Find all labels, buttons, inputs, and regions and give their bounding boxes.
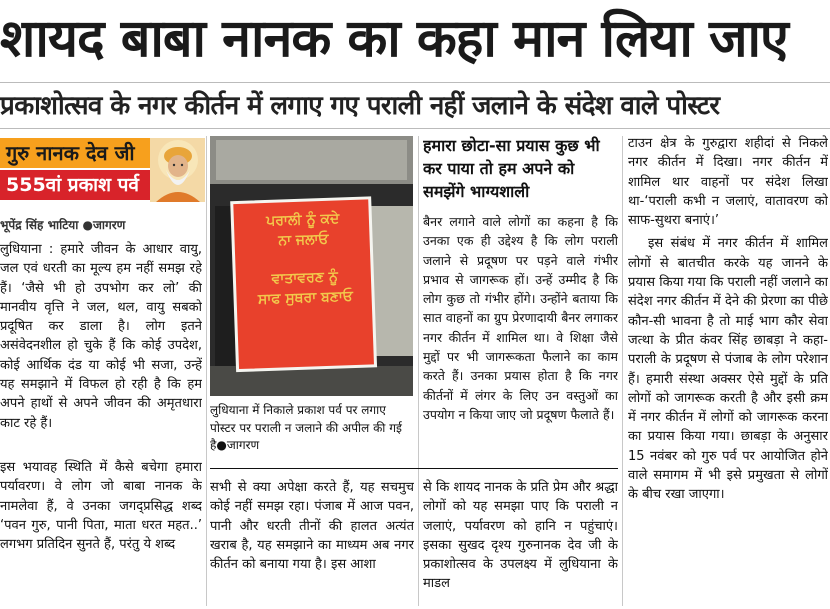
- poster-line-1: ਪਰਾਲੀ ਨੂੰ ਕਦੇ: [265, 210, 340, 230]
- column-4-para-2: इस संबंध में नगर कीर्तन में शामिल लोगों से बातचीत करके यह जानने के प्रयास किया गया कि पराली नहीं जलाने का संदेश नगर कीर्तन में देने की प्रेरणा का पीछे कौन-सी भावना है तो माई भाग कौर सेवा जत्था के प्रीत कंवर सिंह छाबड़ा ने कहा-पराली के प्रदूषण से पंजाब के लोग परेशान हैं। हमारी संस्था अक्सर ऐसे मुद्दों के प्रति लोगों को जागरूक करती है और इसी क्रम में नगर कीर्तन में लोगों को जागरूक करना का प्रयास किया गया। छाबड़ा के अनुसार 15 नवंबर को गुरु पर्व पर आयोजित होने वाले समागम में भी इसे प्रमुखता से लोगों के बीच रखा जाएगा।: [628, 236, 828, 503]
- photo-caption: लुधियाना में निकाले प्रकाश पर्व पर लगाए पोस्टर पर पराली न जलाने की अपील की गई है●जागरण: [210, 403, 402, 452]
- column-3-upper: [423, 212, 618, 462]
- column-3-lower: [423, 478, 618, 606]
- poster-text: [237, 208, 372, 362]
- section-heading: हमारा छोटा-सा प्रयास कुछ भी कर पाया तो हम अपने को समझेंगे भाग्यशाली: [423, 136, 600, 201]
- column-3-lower-text: से कि शायद नानक के प्रति प्रेम और श्रद्धा लोगों को यह समझा पाए कि पराली न जलाएं, पर्यावरण को हानि न पहुंचाएं। इसका सुखद दृश्य गुरुनानक देव जी के प्रकाशोत्सव के उपलक्ष्य में लुधियाना के माडल: [423, 480, 618, 592]
- poster-line-2: ਨਾ ਜਲਾਓ: [278, 231, 329, 249]
- poster-line-4: ਸਾਫ ਸੁਥਰਾ ਬਣਾਓ: [257, 288, 354, 308]
- guru-nanak-portrait: [150, 138, 205, 202]
- column-3-upper-text: बैनर लगाने वाले लोगों का कहना है कि उनका एक ही उद्देश्य है कि लोग पराली जलाने से प्रदूषण पर पड़ने वाले गंभीर प्रभाव से जागरूक हों। उन्हें उम्मीद है कि लोग कुछ तो गंभीर होंगे। उन्होंने बताया कि सात वाहनों का ग्रुप प्रेरणादायी बैनर लगाकर नगर कीर्तन में शामिल था। वे शिक्षा जैसे मुद्दों पर भी जागरूकता फैलाने का काम करते हैं। उनका प्रयास होता है कि नगर कीर्तनों में लंगर के लिए उन वस्तुओं का उपयोग न किया जाए जो प्रदूषण फैलाते हैं।: [423, 214, 618, 422]
- guru-portrait-icon: [150, 138, 205, 202]
- column-1-upper: [0, 240, 202, 454]
- festival-badge: [0, 138, 205, 202]
- column-4-para-1: टाउन क्षेत्र के गुरुद्वारा शहीदां से निकले नगर कीर्तन में दिखा। नगर कीर्तन में शामिल थार वाहनों पर संदेश लिखा था-‘पराली कभी न जलाएं, वातावरण को साफ-सुथरा बनाएं।’: [628, 136, 828, 229]
- news-photo: [210, 136, 413, 396]
- headline: शायद बाबा नानक का कहा मान लिया जाए: [0, 9, 788, 69]
- column-2-lower: [210, 478, 414, 606]
- byline: भूपेंद्र सिंह भाटिया ●जागरण: [0, 218, 126, 232]
- column-divider-2: [418, 136, 419, 606]
- column-1-lower: [0, 458, 202, 606]
- column-divider-1: [206, 136, 207, 606]
- rule-under-headline: [0, 82, 830, 83]
- badge-subtitle: 555वां प्रकाश पर्व: [0, 170, 150, 200]
- poster-line-3: ਵਾਤਾਵਰਣ ਨੂੰ: [271, 268, 339, 288]
- column-4: [628, 134, 828, 606]
- section-rule: [210, 468, 618, 469]
- column-divider-3: [622, 136, 623, 606]
- badge-title: गुरु नानक देव जी: [0, 138, 150, 168]
- column-2-lower-text: सभी से क्या अपेक्षा करते हैं, यह सचमुच कोई नहीं समझ रहा। पंजाब में आज पवन, पानी और धरती तीनों की हालत अत्यंत खराब है, यह समझाने का माध्यम अब नगर कीर्तन को बनाया गया है। इस आशा: [210, 480, 414, 573]
- subheadline: प्रकाशोत्सव के नगर कीर्तन में लगाए गए पराली नहीं जलाने के संदेश वाले पोस्टर: [0, 91, 720, 121]
- column-1-upper-text: लुधियाना : हमारे जीवन के आधार वायु, जल एवं धरती का मूल्य हम नहीं समझ रहे हैं। ‘जैसे भी हो उपभोग कर लो’ की मानवीय वृत्ति ने जल, थल, वायु सबको प्रदूषित कर डाला है। लोग इतने असंवेदनशील हो चुके हैं कि कोई उपदेश, कोई आर्थिक दंड या कोई भी सजा, उन्हें यह समझाने में विफल हो रही है कि हम अपने हाथों से अपने जीवन की अमृतधारा काट रहे हैं।: [0, 242, 202, 431]
- rule-under-subheadline: [0, 128, 830, 129]
- column-1-lower-text: इस भयावह स्थिति में कैसे बचेगा हमारा पर्यावरण। वे लोग जो बाबा नानक के नामलेवा हैं, वे उनका जगद्प्रसिद्ध शब्द ‘पवन गुरु, पानी पिता, माता धरत महत..’ लगभग प्रतिदिन सुनते हैं, परंतु ये शब्द: [0, 460, 202, 553]
